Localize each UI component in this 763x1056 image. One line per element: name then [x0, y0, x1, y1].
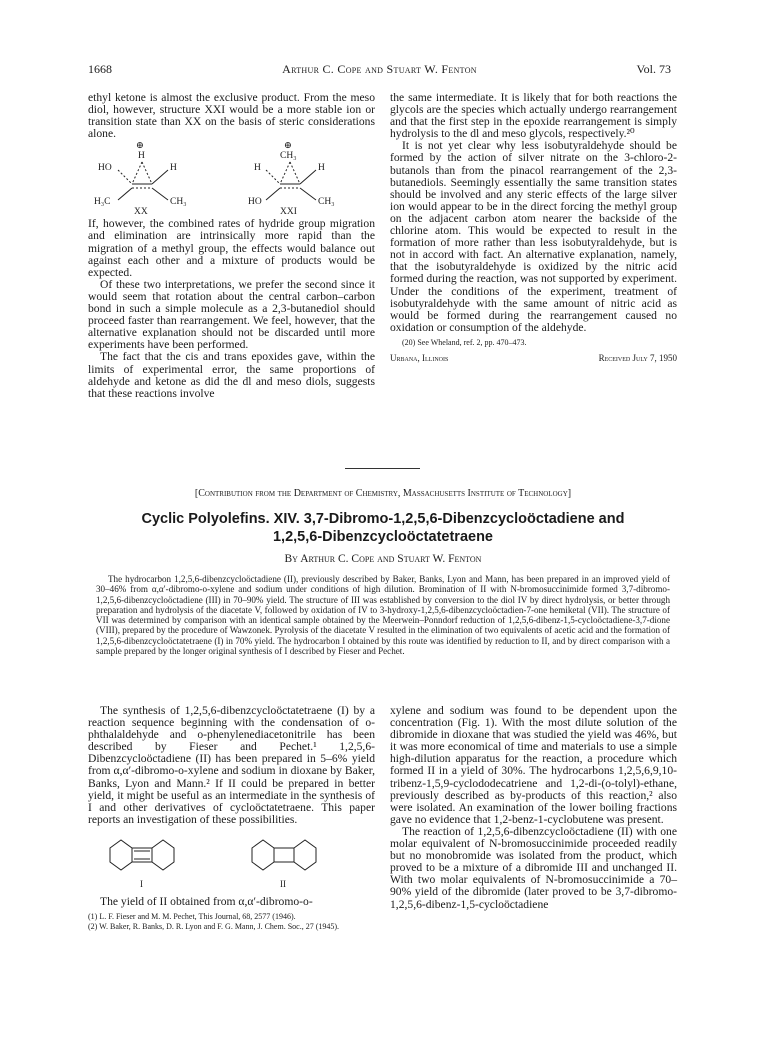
footnote-1: (1) L. F. Fieser and M. M. Pechet, This Journal, 68, 2577 (1946).	[88, 912, 296, 922]
paragraph: xylene and sodium was found to be dependent upon the concentration (Fig. 1). With the most dilute solution of the dibromide in dioxane that was studied the yield was 46%, but it was more economical of time and materials to use a simple high-dilution apparatus for the reaction, a procedure which formed II in a yield of 30%. The hydrocarbons 1,2,5,6,9,10-tribenz-1,5,9-cyclododecatriene and 1,2-di-(o-tolyl)-ethane, previously described as by-products of this reaction,² also were isolated. An examination of the lower boiling fractions gave no evidence that 1,2-benz-1-cyclobutene was present.	[390, 704, 677, 826]
section-divider	[345, 468, 420, 469]
xx-bridging-h: H	[138, 151, 145, 162]
xx-plus-sign: ⊕	[136, 141, 144, 152]
byline: By Arthur C. Cope and Stuart W. Fenton	[284, 553, 482, 565]
structures-xx-xxi	[88, 140, 375, 218]
page-number: 1668	[88, 62, 112, 76]
paragraph: The yield of II obtained from α,α′-dibromo-o-	[100, 894, 313, 908]
contribution-line: [Contribution from the Department of Chemistry, Massachusetts Institute of Technology]	[194, 488, 572, 499]
paragraph: The reaction of 1,2,5,6-dibenzcycloöctadiene (II) with one molar equivalent of N-bromosuccinimide proceeded readily but no monobromide was isolated from the product, which proved to be a mixture of a dibromide III and unchanged II. With two molar equivalents of N-bromosuccinimide a 70–90% yield of the dibromide (later proved to be 3,7-dibromo-1,2,5,6-dibenz-1,5-cycloöctadiene	[390, 824, 677, 911]
xx-ho: HO	[98, 163, 112, 174]
footnote-2: (2) W. Baker, R. Banks, D. R. Lyon and F. G. Mann, J. Chem. Soc., 27 (1945).	[88, 922, 340, 932]
structures-i-ii	[88, 826, 375, 896]
lower-right-column	[390, 705, 677, 911]
paragraph: Of these two interpretations, we prefer the second since it would seem that rotation about the central carbon–carbon bond in such a simple molecule as a 2,3-butanediol should proceed faster than rearrangement. We feel, however, that the alternative explanation should not be discarded until more experiments have been performed.	[88, 277, 375, 352]
paragraph: ethyl ketone is almost the exclusive product. From the meso diol, however, structure XXI would be a more stable ion or transition state than XX on the basis of steric considerations alone.	[88, 91, 375, 141]
label-I: I	[140, 878, 143, 889]
xxi-bridging-ch3: CH₃	[280, 151, 297, 162]
paragraph: The synthesis of 1,2,5,6-dibenzcycloöctatetraene (I) by a reaction sequence beginning with the condensation of o-phthalaldehyde and o-phenylenediacetonitrile has been described by Fieser and Pechet.¹ 1,2,5,6-Dibenzcycloöctadiene (II) has been prepared in 5–6% yield from α,α′-dibromo-o-xylene and sodium in dioxane by Baker, Banks, Lyon and Mann.² If II could be prepared in better yield, it might be useful as an intermediate in the synthesis of I and other derivatives of cycloöctatetraene. This paper reports an investigation of these possibilities.	[88, 704, 375, 826]
footnote-20: (20) See Wheland, ref. 2, pp. 470–473.	[402, 337, 527, 347]
article-title	[88, 510, 678, 546]
label-II: II	[280, 878, 286, 889]
paragraph: It is not yet clear why less isobutyraldehyde should be formed by the action of silver nitrate on the 3-chloro-2-butanols than from the pinacol rearrangement of the 2,3-butanediols. Seemingly essentially the same transition states should be involved and any steric effects of the large silver ion would appear to be in the direct forcing the methyl group on the adjacent carbon atom nearer the backside of the chlorine atom. This would be expected to result in the formation of more rather than less isobutyraldehyde, but is not in accord with fact. An alternative explanation, namely, that the isobutyraldehyde is oxidized by the nitric acid formed during the reaction, was not supported by experiment. Under the conditions of the experiment, treatment of isobutyraldehyde with the same amount of nitric acid as would be formed during the rearrangement caused no oxidation or consumption of the aldehyde.	[390, 139, 677, 334]
volume-label: Vol. 73	[636, 62, 671, 76]
lower-left-column	[88, 705, 375, 932]
location: Urbana, Illinois	[390, 352, 449, 363]
paragraph: If, however, the combined rates of hydride group migration and elimination are intrinsically more rapid than the migration of a methyl group, the effects would balance out against each other and a mixture of products would be expected.	[88, 217, 375, 279]
upper-left-column	[88, 92, 375, 400]
xxi-label: XXI	[280, 207, 297, 218]
xx-h: H	[170, 163, 177, 174]
article-title-line-2: 1,2,5,6-Dibenzcycloöctatetraene	[272, 529, 493, 545]
received-line	[390, 352, 677, 366]
xxi-h-right: H	[318, 163, 325, 174]
running-title: Arthur C. Cope and Stuart W. Fenton	[282, 62, 477, 76]
abstract: The hydrocarbon 1,2,5,6-dibenzcycloöctadiene (II), previously described by Baker, Banks, Lyon and Mann, has been prepared in an improved yield of 30–46% from α,α′-dibromo-o-xylene and sodium under conditions of high dilution. Bromination of II with N-bromosuccinimide formed 3,7-dibromo-1,2,5,6-dibenzcycloöctadiene (III) in 70–90% yield. The structure of III was established by conversion to the diol IV by direct hydrolysis, or better through preparation and hydrolysis of the diacetate V, followed by oxidation of IV to 3-hydroxy-1,2,5,6-dibenzcycloöctadien-7-one hemiketal (VII). The structure of VII was determined by comparison with an identical sample obtained by the Meerwein–Ponndorf reduction of 1,2,5,6-dibenz-1,5-cycloöctadiene-3,7-dione (VIII), prepared by the procedure of Wawzonek. Pyrolysis of the diacetate V resulted in the elimination of two equivalents of acetic acid and the formation of 1,2,5,6-dibenzcycloöctatetraene (I) in 70% yield. The hydrocarbon I obtained by this route was identified by reduction to II, and by direct comparison with a sample prepared by the longer original synthesis of I described by Fieser and Pechet.	[96, 574, 670, 657]
paragraph: the same intermediate. It is likely that for both reactions the glycols are the species which actually undergo rearrangement and that the first step in the epoxide rearrangement is simply hydrolysis to the dl and meso glycols, respectively.²⁰	[390, 91, 677, 141]
ring-structures-drawing	[88, 826, 375, 896]
xx-h3c: H₃C	[94, 197, 111, 208]
xxi-h: H	[254, 163, 261, 174]
xx-ch3: CH₃	[170, 197, 187, 208]
article-title-line-1: Cyclic Polyolefins. XIV. 3,7-Dibromo-1,2,5,6-Dibenzcycloöctadiene and	[141, 511, 625, 527]
paragraph: The fact that the cis and trans epoxides gave, within the limits of experimental error, the same proportions of aldehyde and ketone as did the dl and meso diols, suggests that these reactions involve	[88, 350, 375, 400]
xxi-ch3: CH₃	[318, 197, 335, 208]
xxi-plus-sign: ⊕	[284, 141, 292, 152]
upper-right-column	[390, 92, 677, 366]
received-date: Received July 7, 1950	[598, 352, 677, 363]
xxi-ho: HO	[248, 197, 262, 208]
running-header	[88, 62, 671, 78]
xx-label: XX	[134, 207, 148, 218]
